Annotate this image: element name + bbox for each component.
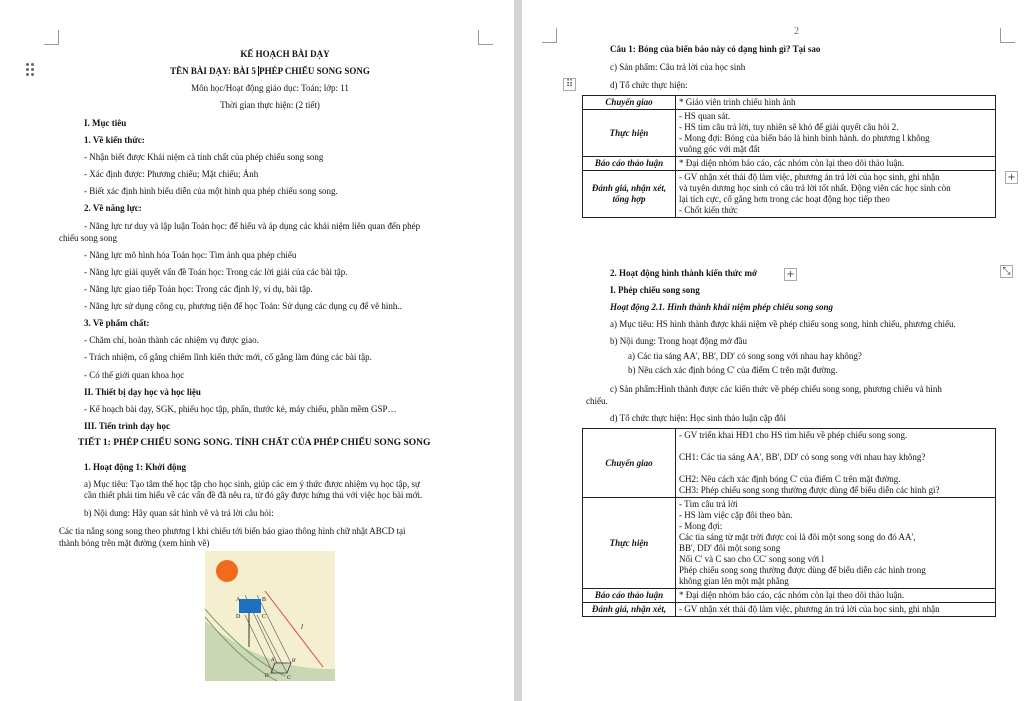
- paragraph: - Xác định được: Phương chiếu; Mặt chiếu; Ảnh: [84, 169, 259, 179]
- paragraph: d) Tổ chức thực hiện: Học sinh thảo luận cặp đôi: [610, 413, 787, 423]
- table-row: [583, 498, 996, 589]
- row-label: Báo cáo thảo luận: [583, 589, 676, 603]
- table-row: [583, 157, 996, 171]
- cell-line: - Mong đợi: Bóng của biển báo là hình bình hành. do phương l không: [679, 133, 930, 143]
- table-row: [583, 589, 996, 603]
- lesson-heading: TÊN BÀI DẠY: BÀI 5 PHÉP CHIẾU SONG SONG: [170, 66, 370, 76]
- paragraph: thành bóng trên mặt đường (xem hình vẽ): [59, 538, 210, 548]
- row-content: [676, 96, 996, 110]
- paragraph: Các tia nắng song song theo phương l khi chiếu tới biển báo giao thông hình chữ nhật ABCD tại: [59, 526, 406, 536]
- cell-line: - GV triển khai HĐ1 cho HS tìm hiểu về phép chiếu song song.: [679, 430, 908, 440]
- paragraph: c) Sản phẩm: Câu trả lời của học sinh: [610, 62, 746, 72]
- crop-mark: [1000, 28, 1015, 43]
- paragraph: a) Mục tiêu: Tạo tâm thế học tập cho học sinh, giúp các em ý thức được nhiệm vụ học tập, sự: [84, 479, 420, 489]
- crop-mark: [44, 30, 59, 45]
- period-heading: TIẾT 1: PHÉP CHIẾU SONG SONG. TÍNH CHẤT CỦA PHÉP CHIẾU SONG SONG: [78, 438, 431, 448]
- section-heading: 2. Về năng lực:: [84, 203, 142, 213]
- label-D: D: [236, 614, 241, 620]
- cell-line: - HS tìm câu trả lời, tuy nhiên sẽ khó để giải quyết câu hỏi 2.: [679, 122, 899, 132]
- paragraph: a) Các tia sáng AA', BB', DD' có song song với nhau hay không?: [628, 351, 862, 361]
- cell-line: - Mong đợi:: [679, 521, 723, 531]
- row-content: [676, 498, 996, 589]
- row-content: [676, 429, 996, 498]
- label-B: B: [262, 597, 267, 603]
- row-label: Chuyển giao: [583, 96, 676, 110]
- label-A: A: [236, 597, 241, 603]
- cell-line: [679, 441, 992, 452]
- cell-line: CH3: Phép chiếu song song thường được dùng để biểu diễn các hình gì?: [679, 485, 940, 495]
- add-column-button[interactable]: +: [1005, 171, 1018, 184]
- cell-line: - GV nhận xét thái độ làm việc, phương án trả lời của học sinh, ghi nhận: [679, 172, 940, 182]
- cell-line: * Giáo viên trình chiếu hình ảnh: [679, 97, 796, 107]
- row-label: Báo cáo thảo luận: [583, 157, 676, 171]
- activity-heading: Hoạt động 2.1. Hình thành khái niệm phép chiếu song song: [610, 302, 834, 312]
- section-heading: 2. Hoạt động hình thành kiến thức mớ: [610, 268, 757, 278]
- cell-line: [679, 463, 992, 474]
- section-heading: III. Tiến trình dạy học: [84, 421, 170, 431]
- add-row-button[interactable]: +: [784, 268, 797, 281]
- label-l: l: [301, 623, 303, 631]
- label-A-prime: A': [271, 658, 276, 663]
- crop-mark: [542, 28, 557, 43]
- cell-line: * Đại diện nhóm báo cáo, các nhóm còn lại theo dõi thảo luận.: [679, 158, 905, 168]
- document-page-left: [0, 0, 514, 701]
- paragraph: - Năng lực tư duy và lập luận Toán học: để hiểu và áp dụng các khái niệm liên quan đến phép: [84, 221, 421, 231]
- table-resize-handle-icon[interactable]: ⤡: [1000, 265, 1013, 278]
- paragraph: - Có thế giới quan khoa học: [84, 370, 185, 380]
- cell-line: và tuyên dương học sinh có câu trả lời tốt nhất. Động viên các học sinh còn: [679, 183, 951, 193]
- cell-line: - HS quan sát.: [679, 111, 730, 121]
- row-label: Thực hiện: [583, 498, 676, 589]
- paragraph: - Nhận biết được Khái niệm cà tính chất của phép chiếu song song: [84, 152, 324, 162]
- section-heading: I. Phép chiếu song song: [610, 285, 700, 295]
- cell-line: * Đại diện nhóm báo cáo, các nhóm còn lại theo dõi thảo luận.: [679, 590, 905, 600]
- paragraph: - Chăm chỉ, hoàn thành các nhiệm vụ được giao.: [84, 335, 259, 345]
- paragraph: - Năng lực giao tiếp Toán học: Trong các định lý, ví dụ, bài tập.: [84, 284, 313, 294]
- paragraph: c) Sản phẩm:Hình thành được các kiến thức về phép chiếu song song, phương chiếu và hình: [610, 384, 942, 394]
- document-page-right: [522, 0, 1029, 701]
- subject-line: Môn học/Hoạt động giáo dục: Toán; lớp: 11: [191, 83, 349, 93]
- label-C-prime: C': [287, 676, 292, 681]
- cell-line: - Tìm câu trả lời: [679, 499, 738, 509]
- cell-line: - HS làm việc cặp đôi theo bàn.: [679, 510, 793, 520]
- row-label: Đánh giá, nhận xét,: [583, 603, 676, 617]
- table-row: [583, 603, 996, 617]
- section-heading: 1. Về kiến thức:: [84, 135, 145, 145]
- cell-line: không gian lên một mặt phẳng: [679, 576, 789, 586]
- paragraph: - Biết xác định hình biểu diễn của một hình qua phép chiếu song song.: [84, 186, 338, 196]
- row-label: Đánh giá, nhận xét, tổng hợp: [583, 171, 676, 218]
- sun-icon: [216, 560, 238, 582]
- paragraph: chiếu song song: [59, 233, 117, 243]
- cell-line: CH2: Nêu cách xác định bóng C' của điểm C trên mặt đường.: [679, 474, 901, 484]
- question-line: Câu 1: Bóng của biển báo này có dạng hình gì? Tại sao: [610, 44, 821, 54]
- paragraph: - Năng lực sử dụng công cụ, phương tiện để học Toán: Sử dụng các dụng cụ để vẽ hình..: [84, 301, 402, 311]
- paragraph: - Trách nhiệm, cố gắng chiếm lĩnh kiến thức mới, cố gắng làm đúng các bài tập.: [84, 352, 372, 362]
- cell-line: vuông góc với mặt đất: [679, 144, 760, 154]
- crop-mark: [478, 30, 493, 45]
- section-heading: I. Mục tiêu: [84, 118, 127, 128]
- paragraph: - Kế hoạch bài dạy, SGK, phiếu học tập, phấn, thước kẻ, máy chiếu, phần mềm GSP…: [84, 404, 397, 414]
- cell-line: Các tia sáng từ mặt trời được coi là đôi một song song do đó AA',: [679, 532, 916, 542]
- paragraph: d) Tổ chức thực hiện:: [610, 80, 688, 90]
- paragraph: a) Mục tiêu: HS hình thành được khái niệm về phép chiếu song song, hình chiếu, phương chiếu.: [610, 319, 956, 329]
- table-move-handle-icon[interactable]: ⠿: [563, 78, 576, 91]
- cell-line: Nối C' và C sao cho CC' song song với l: [679, 554, 825, 564]
- label-C: C: [262, 614, 267, 620]
- cell-line: lại tích cực, cố gắng hơn trong các hoạt động học tiếp theo: [679, 194, 890, 204]
- table-row: [583, 429, 996, 498]
- paragraph: - Năng lực mô hình hóa Toán học: Tìm ảnh qua phép chiếu: [84, 250, 297, 260]
- traffic-sign: [239, 599, 261, 613]
- section-heading: 1. Hoạt động 1: Khởi động: [84, 462, 187, 472]
- label-D-prime: D': [265, 674, 270, 679]
- page-gap: [514, 0, 522, 701]
- table-row: [583, 110, 996, 157]
- row-label: Chuyển giao: [583, 429, 676, 498]
- paragraph: - Năng lực giải quyết vấn đề Toán học: Trong các lời giải của các bài tập.: [84, 267, 348, 277]
- doc-title: KẾ HOẠCH BÀI DẠY: [240, 49, 330, 59]
- paragraph: b) Nội dung: Hãy quan sát hình vẽ và trả lời câu hỏi:: [84, 508, 274, 518]
- paragraph: chiếu.: [586, 396, 608, 406]
- paragraph: b) Nêu cách xác định bóng C' của điểm C trên mặt đường.: [628, 365, 838, 375]
- label-B-prime: B': [292, 659, 297, 664]
- duration-line: Thời gian thực hiện: (2 tiết): [220, 100, 320, 110]
- page-number: 2: [794, 26, 799, 37]
- cell-line: CH1: Các tia sáng AA', BB', DD' có song song với nhau hay không?: [679, 452, 926, 462]
- row-content: [676, 171, 996, 218]
- cell-line: - Chốt kiến thức: [679, 205, 738, 215]
- paragraph: cần thiết phải tìm hiểu về các vấn đề đã nêu ra, từ đó gây được hứng thú với việc học bài mới.: [84, 490, 423, 500]
- row-content: [676, 589, 996, 603]
- table-row: [583, 96, 996, 110]
- paragraph: b) Nội dung: Trong hoạt động mở đầu: [610, 336, 748, 346]
- cell-line: BB', DD' đôi một song song: [679, 543, 781, 553]
- activity-table-2: [582, 428, 996, 617]
- cell-line: Phép chiếu song song thường được dùng để biểu diễn các hình trong: [679, 565, 926, 575]
- section-heading: 3. Về phẩm chất:: [84, 318, 150, 328]
- row-content: [676, 603, 996, 617]
- table-row: [583, 171, 996, 218]
- activity-table-1: [582, 95, 996, 218]
- cell-line: - GV nhận xét thái độ làm việc, phương án trả lời của học sinh, ghi nhận: [679, 604, 940, 614]
- section-heading: II. Thiết bị dạy học và học liệu: [84, 387, 201, 397]
- row-content: [676, 110, 996, 157]
- parallel-projection-figure: [205, 551, 335, 681]
- row-label: Thực hiện: [583, 110, 676, 157]
- row-content: [676, 157, 996, 171]
